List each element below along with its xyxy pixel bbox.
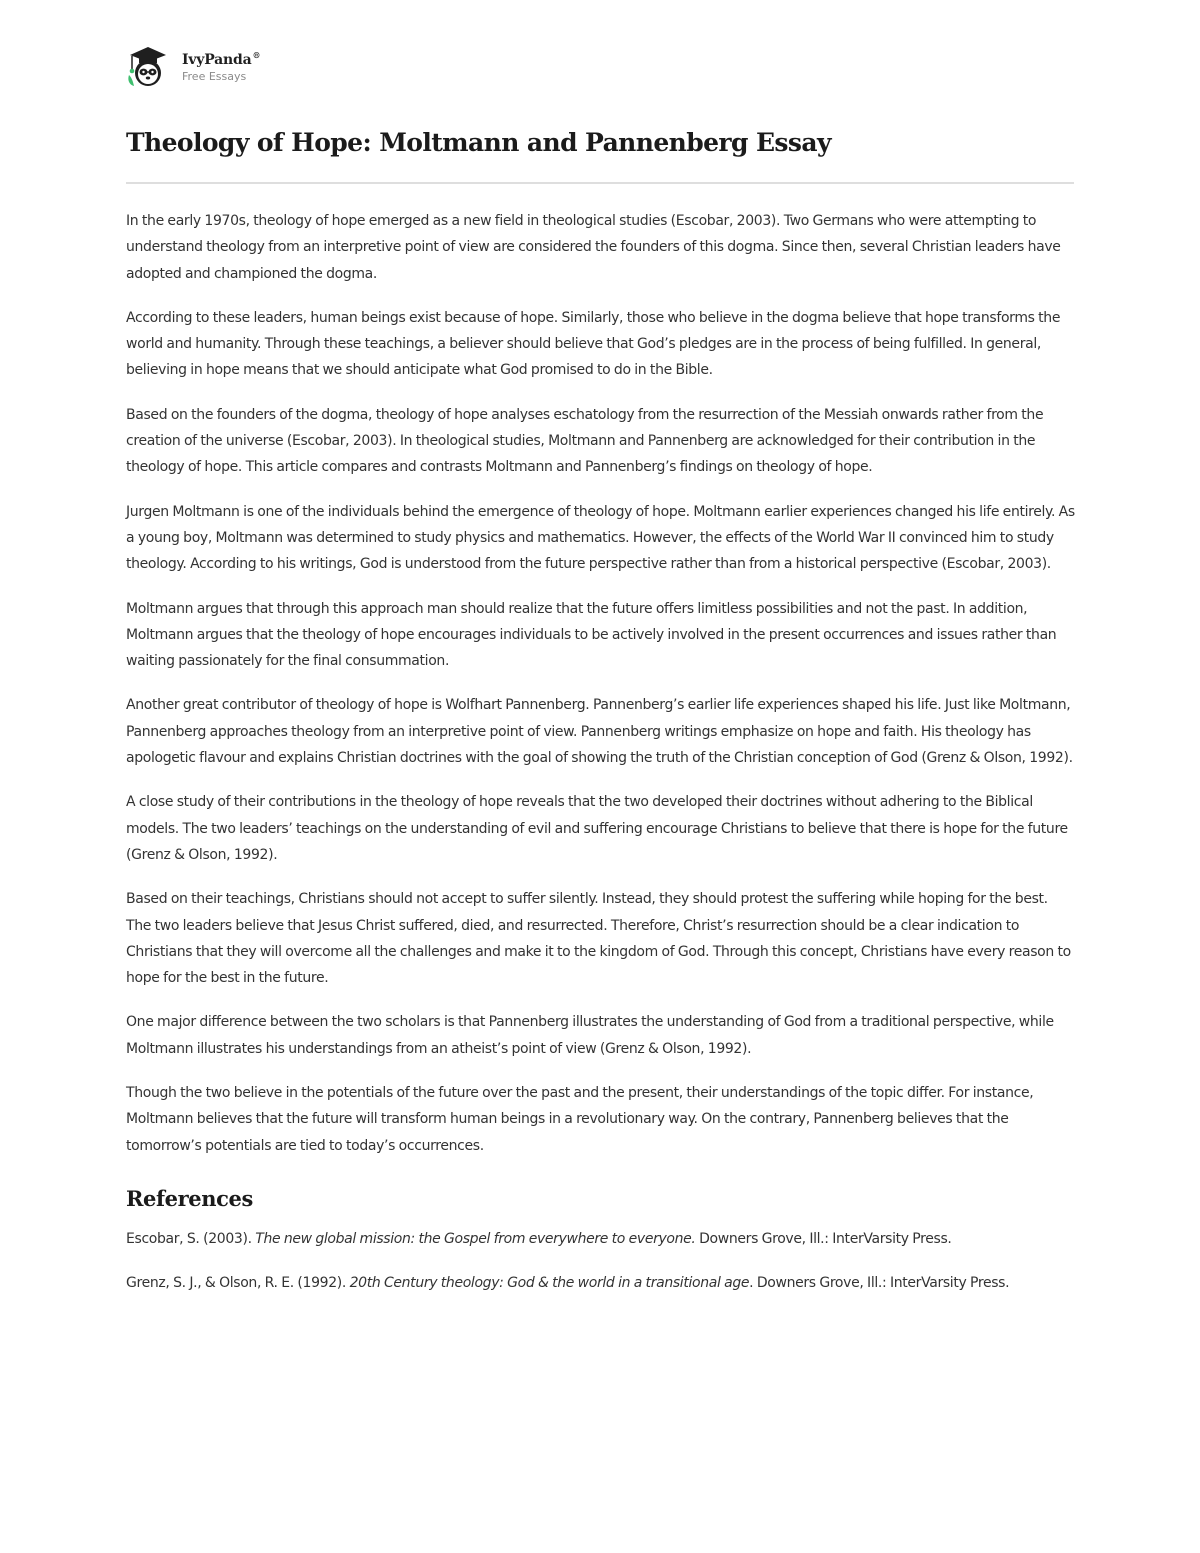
paragraph: Moltmann argues that through this approach man should realize that the future offers limitless possibilities and not the past. In addition, Moltmann argues that the theology of hope encourages individuals to be actively involved in the present occurrences and issues rather than waiting passionately for the final consummation. <box>126 600 1057 670</box>
paragraph: According to these leaders, human beings exist because of hope. Similarly, those who believe in the dogma believe that hope transforms the world and humanity. Through these teachings, a believer should believe that God’s pledges are in the process of being fulfilled. In general, believing in hope means that we should anticipate what God promised to do in the Bible. <box>126 309 1061 379</box>
reference-publisher: Downers Grove, Ill.: InterVarsity Press. <box>695 1230 952 1247</box>
reference-item <box>126 1270 1076 1296</box>
brand-name[interactable]: IvyPanda® <box>182 49 261 68</box>
paragraph: One major difference between the two scholars is that Pannenberg illustrates the understanding of God from a traditional perspective, while Moltmann illustrates his understandings from an atheist’s point of view (Grenz & Olson, 1992). <box>126 1014 1054 1057</box>
paragraph: Based on the founders of the dogma, theology of hope analyses eschatology from the resurrection of the Messiah onwards rather from the creation of the universe (Escobar, 2003). In theological studies, Moltmann and Pannenberg are acknowledged for their contribution in the theology of hope. This article compares and contrasts Moltmann and Pannenberg’s findings on theology of hope. <box>126 406 1044 476</box>
reference-item <box>126 1226 1076 1252</box>
registered-mark: ® <box>252 49 261 60</box>
reference-title: The new global mission: the Gospel from everywhere to everyone. <box>255 1230 696 1247</box>
paragraph: Though the two believe in the potentials of the future over the past and the present, their understandings of the topic differ. For instance, Moltmann believes that the future will transform human beings in a revolutionary way. On the contrary, Pannenberg believes that the tomorrow’s potentials are tied to today’s occurrences. <box>126 1085 1034 1154</box>
site-header <box>126 44 260 90</box>
page-title: Theology of Hope: Moltmann and Pannenberg Essay <box>126 128 831 157</box>
reference-title: 20th Century theology: God & the world in a transitional age <box>349 1275 750 1292</box>
reference-authors: Grenz, S. J., & Olson, R. E. (1992). <box>126 1275 350 1292</box>
article-body <box>126 208 1076 1315</box>
paragraph: Jurgen Moltmann is one of the individuals behind the emergence of theology of hope. Moltmann earlier experiences changed his life entirely. As a young boy, Moltmann was determined to study physics and mathematics. However, the effects of the World War II convinced him to study theology. According to his writings, God is understood from the future perspective rather than from a historical perspective (Escobar, 2003). <box>126 503 1075 573</box>
paragraph: In the early 1970s, theology of hope emerged as a new field in theological studies (Escobar, 2003). Two Germans who were attempting to understand theology from an interpretive point of view are considered the founders of this dogma. Since then, several Christian leaders have adopted and championed the dogma. <box>126 213 1061 282</box>
paragraph: A close study of their contributions in the theology of hope reveals that the two developed their doctrines without adhering to the Biblical models. The two leaders’ teachings on the understanding of evil and suffering encourage Christians to believe that there is hope for the future (Grenz & Olson, 1992). <box>126 794 1068 863</box>
brand-subtitle: Free Essays <box>182 69 247 83</box>
brand <box>182 49 261 83</box>
references-heading: References <box>126 1185 253 1211</box>
reference-authors: Escobar, S. (2003). <box>126 1230 256 1247</box>
paragraph: Based on their teachings, Christians should not accept to suffer silently. Instead, they should protest the suffering while hoping for the best. The two leaders believe that Jesus Christ suffered, died, and resurrected. Therefore, Christ’s resurrection should be a clear indication to Christians that they will overcome all the challenges and make it to the kingdom of God. Through this concept, Christians have every reason to hope for the best in the future. <box>126 891 1071 987</box>
title-divider <box>126 182 1074 184</box>
paragraph: Another great contributor of theology of hope is Wolfhart Pannenberg. Pannenberg’s earlier life experiences shaped his life. Just like Moltmann, Pannenberg approaches theology from an interpretive point of view. Pannenberg writings emphasize on hope and faith. His theology has apologetic flavour and explains Christian doctrines with the goal of showing the truth of the Christian conception of God (Grenz & Olson, 1992). <box>126 697 1073 767</box>
reference-publisher: . Downers Grove, Ill.: InterVarsity Press. <box>749 1275 1010 1292</box>
panda-graduation-cap-icon[interactable] <box>126 45 170 89</box>
